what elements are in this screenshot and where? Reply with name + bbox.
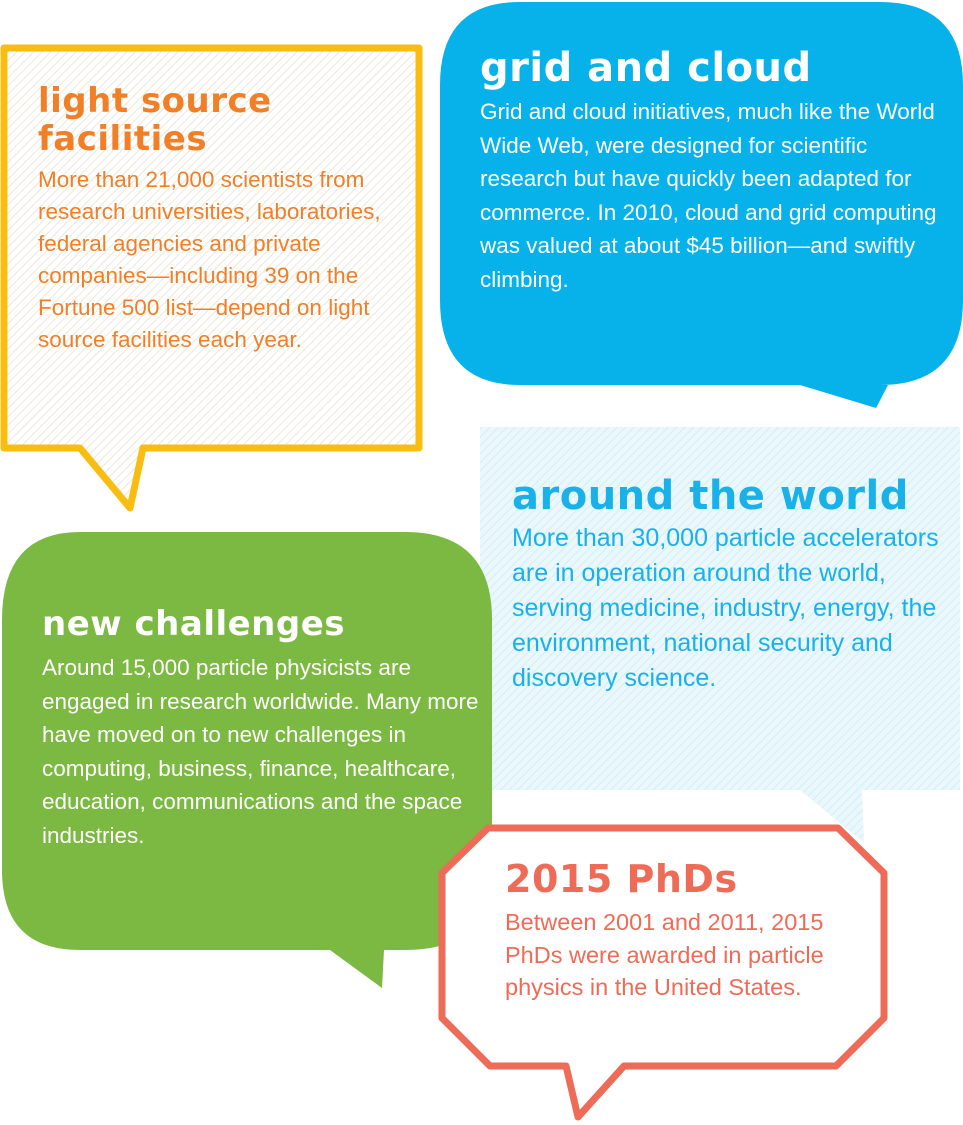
grid-cloud-title: grid and cloud — [480, 45, 812, 91]
phds-content — [505, 856, 845, 1004]
grid-cloud-body: Grid and cloud initiatives, much like the World Wide Web, were designed for scientific research but have quickly been adapted for commerce. In 2010, cloud and grid computing was valued at about $45 billion—and swiftly climbing. — [480, 99, 937, 292]
phds-title: 2015 PhDs — [505, 857, 738, 901]
phds-body: Between 2001 and 2011, 2015 PhDs were awarded in particle physics in the United States. — [505, 909, 824, 1000]
new-challenges-title: new challenges — [42, 604, 346, 644]
light-source-body: More than 21,000 scientists from research universities, laboratories, federal agencies and private companies—including 39 on the Fortune 500 list—depend on light source facilities each year. — [38, 167, 381, 352]
around-world-content — [512, 473, 952, 696]
new-challenges-content — [42, 603, 482, 852]
around-world-title: around the world — [512, 473, 909, 519]
around-world-body: More than 30,000 particle accelerators are in operation around the world, serving medicine, industry, energy, the environment, national security and discovery science. — [512, 524, 939, 692]
light-source-title: light source facilities — [38, 81, 272, 159]
new-challenges-body: Around 15,000 particle physicists are engaged in research worldwide. Many more have moved on to new challenges in computing, business, finance, healthcare, education, communications and the space industries. — [42, 655, 479, 848]
grid-cloud-content — [480, 45, 940, 296]
light-source-content — [38, 82, 408, 356]
